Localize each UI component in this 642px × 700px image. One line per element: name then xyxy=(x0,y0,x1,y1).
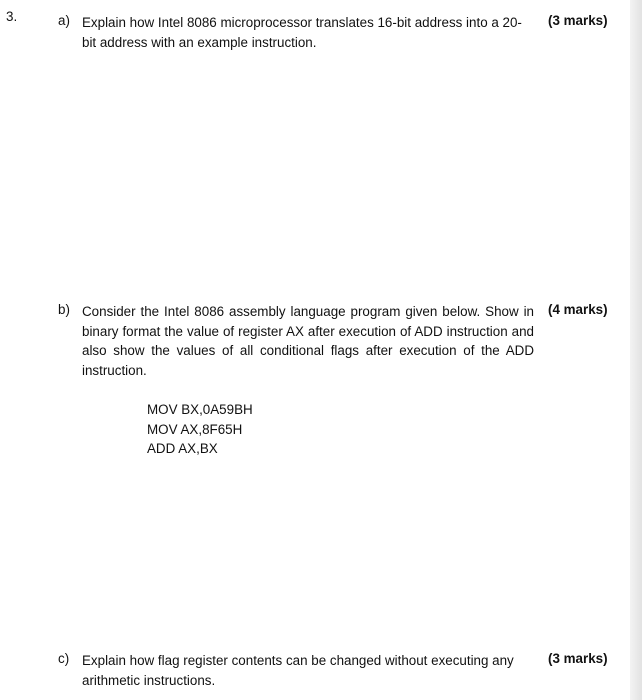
part-question-text: Consider the Intel 8086 assembly language program given below. Show in binary format the value of register AX after execution of ADD instruction and also show the values of all conditional flags after execution of the ADD instruction. xyxy=(82,304,534,378)
marks-label: (3 marks) xyxy=(548,13,608,28)
question-number: 3. xyxy=(6,9,18,24)
code-line: ADD AX,BX xyxy=(147,441,218,456)
marks-label: (3 marks) xyxy=(548,651,608,666)
page-edge-shadow xyxy=(630,0,642,700)
part-label: c) xyxy=(58,651,70,666)
marks-label: (4 marks) xyxy=(548,302,608,317)
assembly-code-block xyxy=(147,400,253,459)
code-line: MOV AX,8F65H xyxy=(147,421,243,437)
part-label: b) xyxy=(58,302,70,317)
part-question-text: Explain how Intel 8086 microprocessor translates 16-bit address into a 20-bit address with an example instruction. xyxy=(82,15,522,50)
part-label: a) xyxy=(58,13,70,28)
part-question-text: Explain how flag register contents can be changed without executing any arithmetic instructions. xyxy=(82,653,514,688)
code-line: MOV BX,0A59BH xyxy=(147,402,253,417)
